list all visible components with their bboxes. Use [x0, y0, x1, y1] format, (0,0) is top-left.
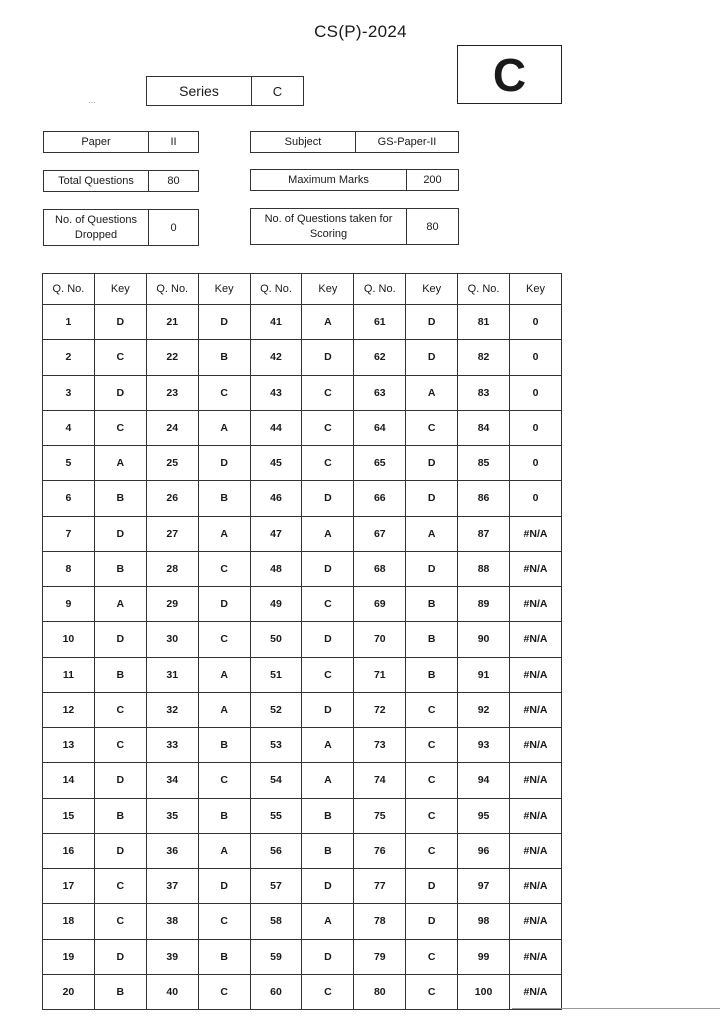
answer-key-cell: B — [198, 939, 250, 974]
document-title: CS(P)-2024 — [314, 22, 407, 41]
question-number-cell: 45 — [250, 446, 302, 481]
question-number-cell: 42 — [250, 340, 302, 375]
question-number-cell: 77 — [354, 869, 406, 904]
question-number-cell: 50 — [250, 622, 302, 657]
table-row — [43, 763, 562, 798]
answer-key-cell: 0 — [510, 375, 562, 410]
question-number-cell: 55 — [250, 798, 302, 833]
answer-key-cell: #N/A — [510, 516, 562, 551]
question-number-cell: 46 — [250, 481, 302, 516]
question-number-cell: 61 — [354, 305, 406, 340]
paper-box — [43, 131, 199, 153]
question-number-cell: 44 — [250, 410, 302, 445]
question-number-cell: 84 — [458, 410, 510, 445]
answer-key-cell: D — [198, 446, 250, 481]
answer-key-cell: B — [406, 657, 458, 692]
question-number-cell: 18 — [43, 904, 95, 939]
answer-key-cell: #N/A — [510, 587, 562, 622]
table-row — [43, 974, 562, 1009]
question-number-cell: 5 — [43, 446, 95, 481]
question-number-cell: 78 — [354, 904, 406, 939]
question-number-cell: 3 — [43, 375, 95, 410]
table-row — [43, 305, 562, 340]
total-questions-label: Total Questions — [44, 171, 149, 191]
question-number-cell: 69 — [354, 587, 406, 622]
answer-key-cell: D — [198, 305, 250, 340]
answer-key-cell: C — [406, 692, 458, 727]
question-number-cell: 67 — [354, 516, 406, 551]
question-number-cell: 65 — [354, 446, 406, 481]
question-number-cell: 39 — [146, 939, 198, 974]
answer-key-cell: A — [302, 516, 354, 551]
series-value: C — [272, 83, 283, 99]
answer-key-cell: D — [302, 939, 354, 974]
question-number-cell: 57 — [250, 869, 302, 904]
question-number-cell: 10 — [43, 622, 95, 657]
table-row — [43, 410, 562, 445]
answer-key-cell: D — [94, 763, 146, 798]
handwritten-note — [512, 1008, 720, 1023]
answer-key-cell: C — [406, 974, 458, 1009]
column-header-key: Key — [94, 274, 146, 305]
question-number-cell: 37 — [146, 869, 198, 904]
question-number-cell: 21 — [146, 305, 198, 340]
question-number-cell: 14 — [43, 763, 95, 798]
question-number-cell: 72 — [354, 692, 406, 727]
question-number-cell: 17 — [43, 869, 95, 904]
table-row — [43, 904, 562, 939]
question-number-cell: 56 — [250, 833, 302, 868]
total-questions-box — [43, 170, 199, 192]
answer-key-cell: C — [94, 340, 146, 375]
answer-key-cell: B — [198, 481, 250, 516]
answer-key-cell: D — [198, 587, 250, 622]
questions-scoring-label: No. of Questions taken for Scoring — [251, 209, 407, 244]
answer-key-cell: B — [94, 798, 146, 833]
answer-key-cell: C — [302, 410, 354, 445]
answer-key-cell: D — [406, 904, 458, 939]
column-header-question-number: Q. No. — [458, 274, 510, 305]
answer-key-cell: A — [302, 728, 354, 763]
answer-key-cell: B — [198, 798, 250, 833]
table-row — [43, 375, 562, 410]
answer-key-cell: D — [406, 551, 458, 586]
question-number-cell: 35 — [146, 798, 198, 833]
question-number-cell: 43 — [250, 375, 302, 410]
question-number-cell: 16 — [43, 833, 95, 868]
scan-mark: … — [88, 96, 96, 105]
answer-key-cell: B — [302, 833, 354, 868]
answer-key-cell: C — [198, 551, 250, 586]
question-number-cell: 58 — [250, 904, 302, 939]
question-number-cell: 38 — [146, 904, 198, 939]
question-number-cell: 79 — [354, 939, 406, 974]
question-number-cell: 82 — [458, 340, 510, 375]
question-number-cell: 25 — [146, 446, 198, 481]
table-row — [43, 798, 562, 833]
question-number-cell: 29 — [146, 587, 198, 622]
series-label: Series — [147, 77, 252, 105]
answer-key-cell: D — [94, 375, 146, 410]
answer-key-cell: B — [198, 340, 250, 375]
answer-key-cell: #N/A — [510, 833, 562, 868]
question-number-cell: 4 — [43, 410, 95, 445]
paper-label: Paper — [44, 132, 149, 152]
column-header-question-number: Q. No. — [43, 274, 95, 305]
question-number-cell: 32 — [146, 692, 198, 727]
answer-key-cell: A — [94, 587, 146, 622]
question-number-cell: 34 — [146, 763, 198, 798]
table-row — [43, 622, 562, 657]
answer-key-cell: #N/A — [510, 551, 562, 586]
question-number-cell: 81 — [458, 305, 510, 340]
question-number-cell: 53 — [250, 728, 302, 763]
question-number-cell: 66 — [354, 481, 406, 516]
question-number-cell: 92 — [458, 692, 510, 727]
question-number-cell: 28 — [146, 551, 198, 586]
answer-key-cell: 0 — [510, 446, 562, 481]
question-number-cell: 51 — [250, 657, 302, 692]
answer-key-cell: D — [302, 622, 354, 657]
answer-key-cell: A — [198, 516, 250, 551]
table-row — [43, 587, 562, 622]
question-number-cell: 99 — [458, 939, 510, 974]
answer-key-cell: D — [94, 622, 146, 657]
answer-key-cell: D — [94, 939, 146, 974]
question-number-cell: 30 — [146, 622, 198, 657]
answer-key-cell: D — [302, 481, 354, 516]
answer-key-cell: B — [94, 551, 146, 586]
question-number-cell: 76 — [354, 833, 406, 868]
booklet-set-letter: C — [457, 45, 562, 104]
table-row — [43, 869, 562, 904]
table-row — [43, 833, 562, 868]
answer-key-cell: C — [94, 904, 146, 939]
column-header-key: Key — [198, 274, 250, 305]
question-number-cell: 47 — [250, 516, 302, 551]
answer-key-cell: #N/A — [510, 904, 562, 939]
column-header-question-number: Q. No. — [250, 274, 302, 305]
table-row — [43, 340, 562, 375]
question-number-cell: 85 — [458, 446, 510, 481]
question-number-cell: 87 — [458, 516, 510, 551]
answer-key-header-row — [43, 274, 562, 305]
maximum-marks-label: Maximum Marks — [251, 170, 407, 190]
answer-key-cell: A — [302, 904, 354, 939]
answer-key-cell: 0 — [510, 305, 562, 340]
question-number-cell: 97 — [458, 869, 510, 904]
answer-key-cell: #N/A — [510, 763, 562, 798]
answer-key-cell: D — [302, 340, 354, 375]
questions-scoring-value: 80 — [426, 220, 439, 233]
question-number-cell: 12 — [43, 692, 95, 727]
answer-key-cell: #N/A — [510, 974, 562, 1009]
question-number-cell: 33 — [146, 728, 198, 763]
answer-key-table — [42, 273, 562, 1010]
question-number-cell: 71 — [354, 657, 406, 692]
answer-key-cell: C — [406, 939, 458, 974]
question-number-cell: 63 — [354, 375, 406, 410]
answer-key-cell: C — [94, 869, 146, 904]
answer-key-cell: B — [94, 481, 146, 516]
answer-key-cell: B — [94, 974, 146, 1009]
question-number-cell: 8 — [43, 551, 95, 586]
answer-key-cell: D — [94, 305, 146, 340]
answer-key-cell: A — [302, 305, 354, 340]
question-number-cell: 49 — [250, 587, 302, 622]
question-number-cell: 9 — [43, 587, 95, 622]
answer-key-cell: C — [302, 974, 354, 1009]
answer-key-body — [43, 305, 562, 1010]
subject-value: GS-Paper-II — [377, 136, 437, 148]
question-number-cell: 13 — [43, 728, 95, 763]
answer-key-cell: #N/A — [510, 728, 562, 763]
question-number-cell: 74 — [354, 763, 406, 798]
subject-box — [250, 131, 459, 153]
column-header-key: Key — [406, 274, 458, 305]
question-number-cell: 2 — [43, 340, 95, 375]
question-number-cell: 36 — [146, 833, 198, 868]
question-number-cell: 68 — [354, 551, 406, 586]
answer-key-cell: B — [198, 728, 250, 763]
table-row — [43, 692, 562, 727]
column-header-question-number: Q. No. — [354, 274, 406, 305]
answer-key-cell: A — [198, 410, 250, 445]
questions-dropped-value: 0 — [170, 221, 177, 234]
question-number-cell: 6 — [43, 481, 95, 516]
answer-key-cell: #N/A — [510, 657, 562, 692]
answer-key-cell: A — [198, 657, 250, 692]
question-number-cell: 98 — [458, 904, 510, 939]
table-row — [43, 446, 562, 481]
answer-key-cell: 0 — [510, 481, 562, 516]
maximum-marks-value: 200 — [423, 174, 442, 186]
answer-key-cell: C — [94, 410, 146, 445]
answer-key-cell: C — [198, 904, 250, 939]
subject-label: Subject — [251, 132, 356, 152]
question-number-cell: 75 — [354, 798, 406, 833]
question-number-cell: 22 — [146, 340, 198, 375]
question-number-cell: 62 — [354, 340, 406, 375]
answer-key-cell: D — [302, 692, 354, 727]
answer-key-cell: A — [406, 516, 458, 551]
answer-key-cell: D — [406, 481, 458, 516]
answer-key-cell: C — [302, 657, 354, 692]
question-number-cell: 11 — [43, 657, 95, 692]
question-number-cell: 19 — [43, 939, 95, 974]
answer-key-cell: C — [406, 763, 458, 798]
answer-key-cell: C — [94, 692, 146, 727]
question-number-cell: 88 — [458, 551, 510, 586]
answer-key-cell: C — [94, 728, 146, 763]
answer-key-cell: D — [406, 869, 458, 904]
answer-key-cell: C — [302, 446, 354, 481]
answer-key-cell: D — [198, 869, 250, 904]
question-number-cell: 31 — [146, 657, 198, 692]
question-number-cell: 15 — [43, 798, 95, 833]
series-box — [146, 76, 304, 106]
table-row — [43, 657, 562, 692]
table-row — [43, 939, 562, 974]
question-number-cell: 96 — [458, 833, 510, 868]
answer-key-cell: D — [94, 516, 146, 551]
answer-key-cell: B — [406, 622, 458, 657]
questions-scoring-box — [250, 208, 459, 245]
question-number-cell: 73 — [354, 728, 406, 763]
answer-key-cell: C — [406, 798, 458, 833]
column-header-key: Key — [510, 274, 562, 305]
question-number-cell: 91 — [458, 657, 510, 692]
answer-key-cell: A — [406, 375, 458, 410]
question-number-cell: 80 — [354, 974, 406, 1009]
answer-key-cell: A — [198, 692, 250, 727]
table-row — [43, 728, 562, 763]
answer-key-cell: C — [198, 974, 250, 1009]
questions-dropped-box — [43, 209, 199, 246]
answer-key-cell: #N/A — [510, 622, 562, 657]
question-number-cell: 7 — [43, 516, 95, 551]
answer-key-cell: D — [406, 446, 458, 481]
question-number-cell: 24 — [146, 410, 198, 445]
question-number-cell: 89 — [458, 587, 510, 622]
question-number-cell: 52 — [250, 692, 302, 727]
answer-key-cell: D — [302, 551, 354, 586]
question-number-cell: 93 — [458, 728, 510, 763]
answer-key-cell: C — [198, 375, 250, 410]
answer-key-cell: C — [198, 763, 250, 798]
answer-key-cell: C — [302, 375, 354, 410]
answer-key-cell: D — [302, 869, 354, 904]
paper-value: II — [170, 136, 177, 148]
answer-key-cell: C — [198, 622, 250, 657]
answer-key-cell: #N/A — [510, 939, 562, 974]
answer-key-cell: D — [94, 833, 146, 868]
total-questions-value: 80 — [167, 175, 180, 187]
answer-key-cell: A — [198, 833, 250, 868]
answer-key-cell: 0 — [510, 410, 562, 445]
answer-key-cell: C — [302, 587, 354, 622]
table-row — [43, 551, 562, 586]
question-number-cell: 70 — [354, 622, 406, 657]
answer-key-cell: C — [406, 410, 458, 445]
question-number-cell: 64 — [354, 410, 406, 445]
answer-key-cell: B — [302, 798, 354, 833]
question-number-cell: 27 — [146, 516, 198, 551]
question-number-cell: 94 — [458, 763, 510, 798]
question-number-cell: 40 — [146, 974, 198, 1009]
question-number-cell: 41 — [250, 305, 302, 340]
answer-key-cell: #N/A — [510, 692, 562, 727]
answer-key-cell: A — [94, 446, 146, 481]
question-number-cell: 95 — [458, 798, 510, 833]
question-number-cell: 26 — [146, 481, 198, 516]
answer-key-cell: 0 — [510, 340, 562, 375]
question-number-cell: 100 — [458, 974, 510, 1009]
maximum-marks-box — [250, 169, 459, 191]
question-number-cell: 54 — [250, 763, 302, 798]
question-number-cell: 23 — [146, 375, 198, 410]
question-number-cell: 60 — [250, 974, 302, 1009]
question-number-cell: 48 — [250, 551, 302, 586]
table-row — [43, 516, 562, 551]
column-header-key: Key — [302, 274, 354, 305]
answer-key-cell: #N/A — [510, 798, 562, 833]
question-number-cell: 90 — [458, 622, 510, 657]
answer-key-cell: D — [406, 305, 458, 340]
answer-key-cell: C — [406, 728, 458, 763]
answer-key-cell: C — [406, 833, 458, 868]
question-number-cell: 1 — [43, 305, 95, 340]
questions-dropped-label: No. of Questions Dropped — [44, 210, 149, 245]
question-number-cell: 83 — [458, 375, 510, 410]
answer-key-cell: B — [406, 587, 458, 622]
answer-key-cell: D — [406, 340, 458, 375]
answer-key-cell: B — [94, 657, 146, 692]
column-header-question-number: Q. No. — [146, 274, 198, 305]
question-number-cell: 86 — [458, 481, 510, 516]
answer-key-cell: A — [302, 763, 354, 798]
question-number-cell: 59 — [250, 939, 302, 974]
question-number-cell: 20 — [43, 974, 95, 1009]
table-row — [43, 481, 562, 516]
answer-key-cell: #N/A — [510, 869, 562, 904]
